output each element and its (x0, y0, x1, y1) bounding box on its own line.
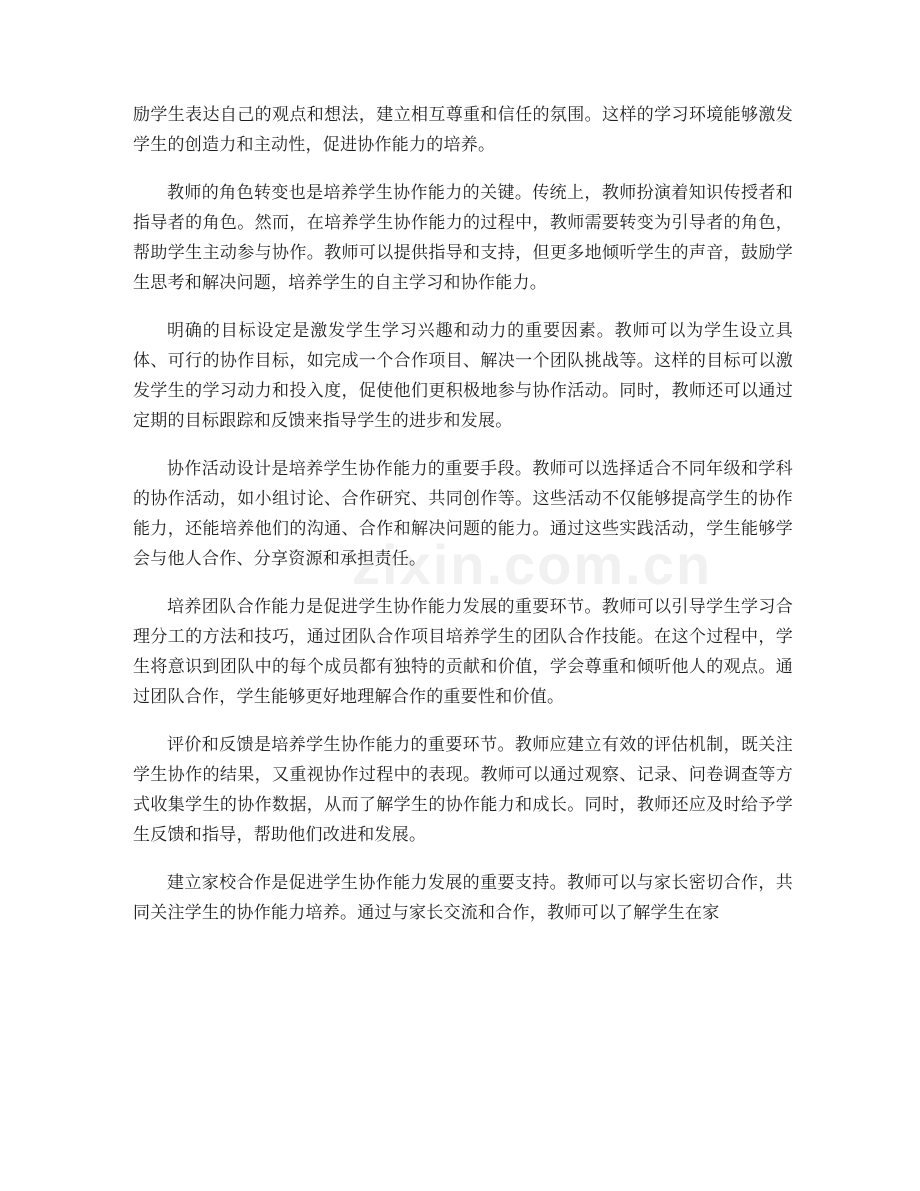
paragraph-home-school: 建立家校合作是促进学生协作能力发展的重要支持。教师可以与家长密切合作，共同关注学生的协作能力培养。通过与家长交流和合作，教师可以了解学生在家 (133, 873, 793, 923)
paragraph-teamwork: 培养团队合作能力是促进学生协作能力发展的重要环节。教师可以引导学生学习合理分工的方法和技巧，通过团队合作项目培养学生的团队合作技能。在这个过程中，学生将意识到团队中的每个成员都有独特的贡献和价值，学会尊重和倾听他人的观点。通过团队合作，学生能够更好地理解合作的重要性和价值。 (133, 597, 793, 707)
paragraph-evaluation-feedback: 评价和反馈是培养学生协作能力的重要环节。教师应建立有效的评估机制，既关注学生协作的结果，又重视协作过程中的表现。教师可以通过观察、记录、问卷调查等方式收集学生的协作数据，从而了解学生的协作能力和成长。同时，教师还应及时给予学生反馈和指导，帮助他们改进和发展。 (133, 735, 793, 845)
paragraph-1-continued: 励学生表达自己的观点和想法，建立相互尊重和信任的氛围。这样的学习环境能够激发学生的创造力和主动性，促进协作能力的培养。 (133, 105, 793, 155)
paragraph-activity-design: 协作活动设计是培养学生协作能力的重要手段。教师可以选择适合不同年级和学科的协作活动，如小组讨论、合作研究、共同创作等。这些活动不仅能够提高学生的协作能力，还能培养他们的沟通、合作和解决问题的能力。通过这些实践活动，学生能够学会与他人合作、分享资源和承担责任。 (133, 459, 793, 569)
paragraph-goal-setting: 明确的目标设定是激发学生学习兴趣和动力的重要因素。教师可以为学生设立具体、可行的协作目标，如完成一个合作项目、解决一个团队挑战等。这样的目标可以激发学生的学习动力和投入度，促使他们更积极地参与协作活动。同时，教师还可以通过定期的目标跟踪和反馈来指导学生的进步和发展。 (133, 321, 793, 431)
watermark: zixin.com.cn (352, 533, 713, 596)
document-body (133, 100, 793, 946)
paragraph-teacher-role: 教师的角色转变也是培养学生协作能力的关键。传统上，教师扮演着知识传授者和指导者的角色。然而，在培养学生协作能力的过程中，教师需要转变为引导者的角色，帮助学生主动参与协作。教师可以提供指导和支持，但更多地倾听学生的声音，鼓励学生思考和解决问题，培养学生的自主学习和协作能力。 (133, 183, 793, 293)
